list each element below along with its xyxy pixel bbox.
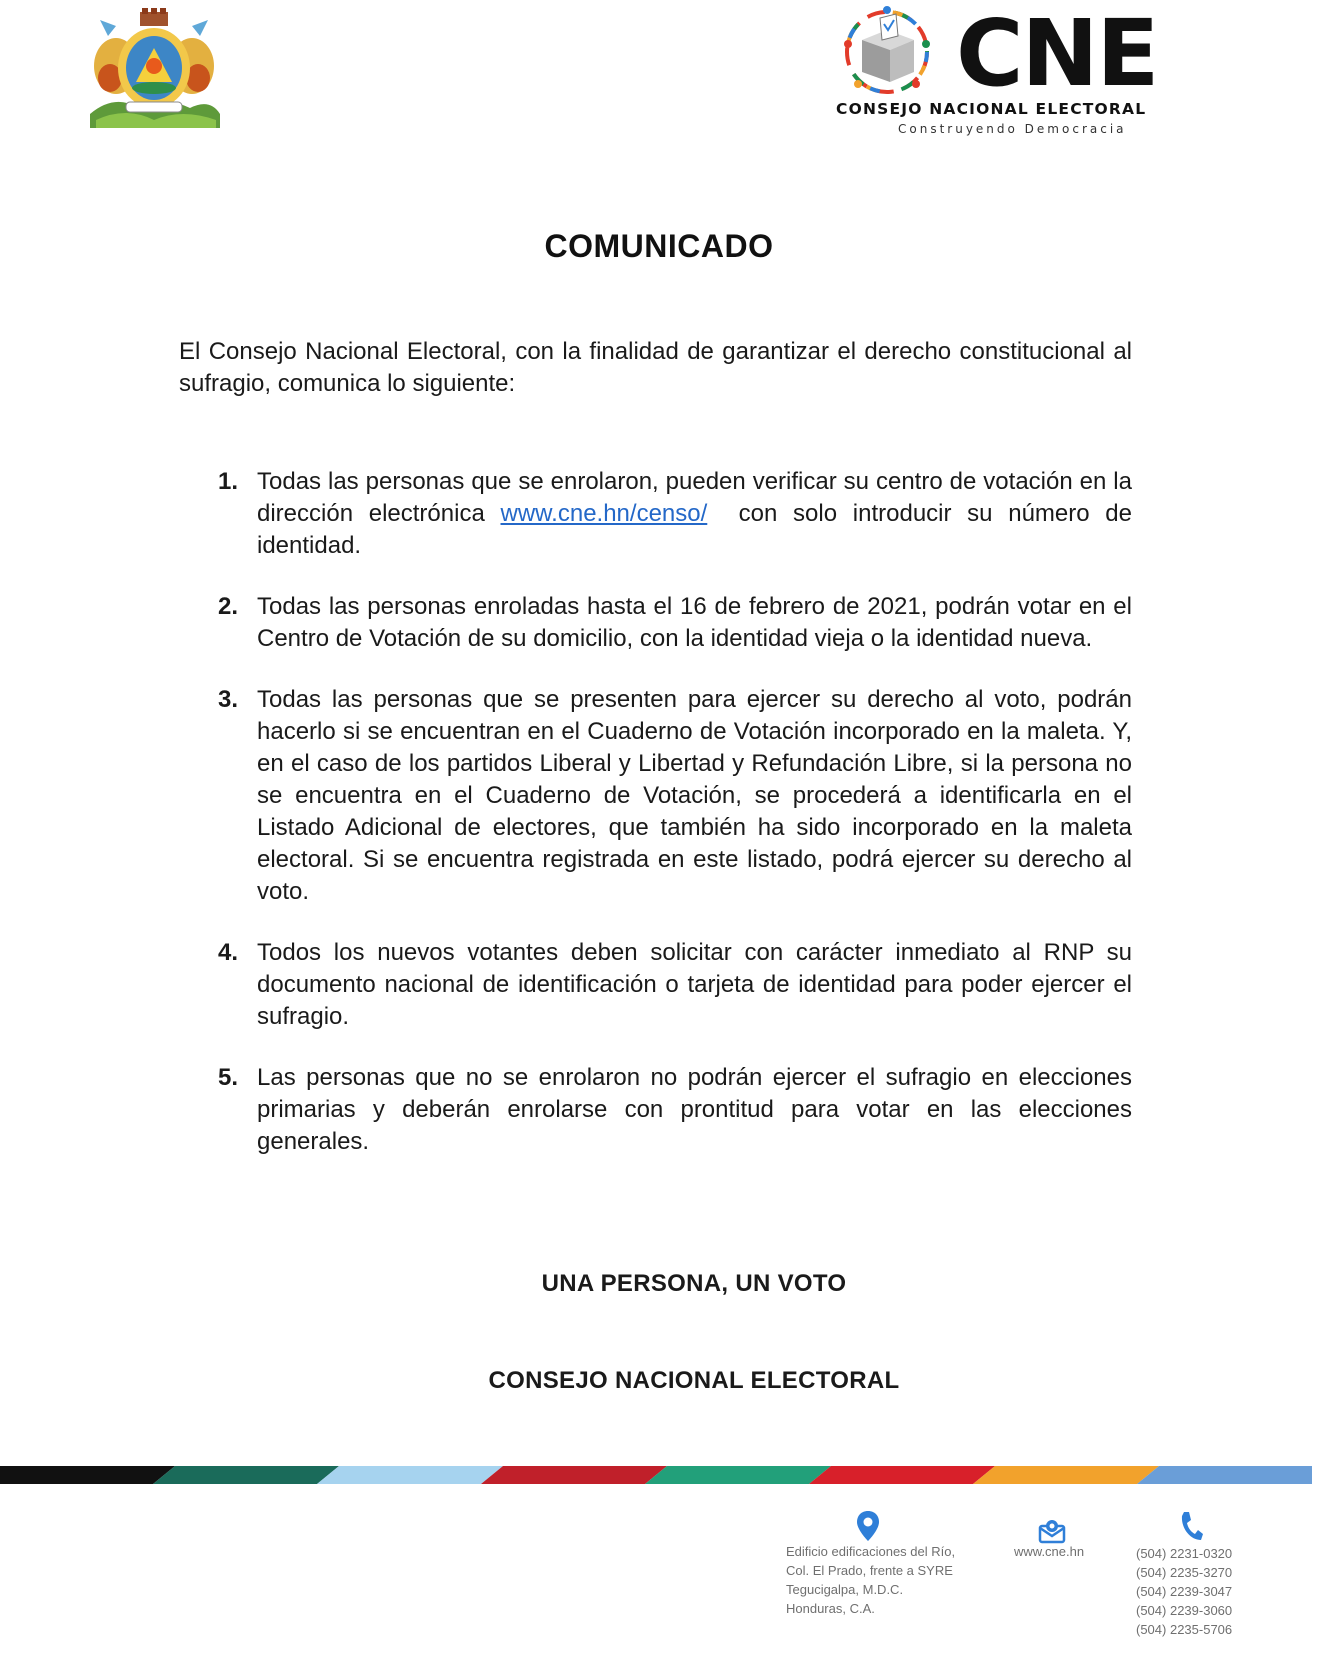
point-number: 2.: [218, 593, 239, 620]
color-band-segment: [481, 1466, 667, 1484]
point-text: Todas las personas que se presenten para ejercer su derecho al voto, podrán hacerlo si se encuentran en el Cuaderno de Votación incorporado en la maleta. Y, en el caso de los partidos Liberal y Libertad y Refundación Libre, si la persona no se encuentra en el Cuaderno de Votación, se procederá a identificarla en el Listado Adicional de electores, que también ha sido incorporado en la maleta electoral. Si se encuentra registrada en este listado, podrá ejercer su derecho al voto.: [257, 686, 1132, 905]
phone-number: (504) 2239-3047: [1136, 1584, 1233, 1599]
honduras-coat-of-arms-icon: [86, 6, 222, 132]
point-number: 3.: [218, 686, 239, 713]
cne-logo-name: CONSEJO NACIONAL ELECTORAL: [836, 100, 1147, 118]
list-item: [218, 937, 1132, 1033]
address-line: Edificio edificaciones del Río,: [786, 1544, 956, 1559]
phone-number: (504) 2235-3270: [1136, 1565, 1233, 1580]
color-band-segment: [153, 1466, 339, 1484]
point-text-before: Todas las personas que se enrolaron, pueden verificar su centro de votación en la dirección electrónica: [257, 468, 1132, 527]
signature: CONSEJO NACIONAL ELECTORAL: [488, 1367, 900, 1394]
cne-logo-letters: CNE: [956, 0, 1158, 107]
ballot-box-icon: [832, 4, 942, 104]
color-band-segment: [645, 1466, 831, 1484]
point-text: Las personas que no se enrolaron no podrán ejercer el sufragio en elecciones primarias y deberán enrolarse con prontitud para votar en las elecciones generales.: [257, 1064, 1132, 1155]
address-line: Honduras, C.A.: [786, 1601, 875, 1616]
point-number: 4.: [218, 939, 239, 966]
point-text: Todas las personas enroladas hasta el 16 de febrero de 2021, podrán votar en el Centro de Votación de su domicilio, con la identidad vieja o la identidad nueva.: [257, 593, 1132, 652]
footer-address: [786, 1542, 976, 1618]
color-band-segment: [317, 1466, 503, 1484]
list-item: [218, 1062, 1132, 1158]
intro-paragraph: El Consejo Nacional Electoral, con la finalidad de garantizar el derecho constitucional al sufragio, comunica lo siguiente:: [179, 338, 1132, 397]
address-line: Tegucigalpa, M.D.C.: [786, 1582, 904, 1597]
phone-number: (504) 2235-5706: [1136, 1622, 1233, 1637]
phone-number: (504) 2231-0320: [1136, 1546, 1233, 1561]
document-title: COMUNICADO: [544, 228, 774, 264]
footer-phones: [1136, 1544, 1232, 1639]
point-text-after: con solo introducir su número de identidad.: [257, 500, 1139, 559]
point-number: 1.: [218, 468, 239, 495]
cne-logo-tagline: Construyendo Democracia: [898, 122, 1127, 136]
phone-number: (504) 2239-3060: [1136, 1603, 1233, 1618]
points-list: [218, 466, 1139, 1158]
footer-website[interactable]: www.cne.hn: [1014, 1544, 1085, 1559]
cne-logo: [832, 0, 1204, 138]
color-band: [0, 1466, 1312, 1484]
color-band-segment: [1137, 1466, 1312, 1484]
address-line: Col. El Prado, frente a SYRE: [786, 1563, 953, 1578]
color-band-segment: [0, 1466, 175, 1484]
list-item: [218, 684, 1132, 908]
point-text: Todos los nuevos votantes deben solicitar con carácter inmediato al RNP su documento nacional de identificación o tarjeta de identidad para poder ejercer el sufragio.: [257, 939, 1132, 1030]
census-link[interactable]: www.cne.hn/censo/: [500, 500, 708, 527]
list-item: [218, 591, 1132, 655]
point-number: 5.: [218, 1064, 239, 1091]
color-band-segment: [973, 1466, 1159, 1484]
slogan: UNA PERSONA, UN VOTO: [541, 1270, 847, 1297]
list-item: [218, 466, 1139, 562]
phone-icon: [1178, 1510, 1204, 1547]
color-band-segment: [809, 1466, 995, 1484]
